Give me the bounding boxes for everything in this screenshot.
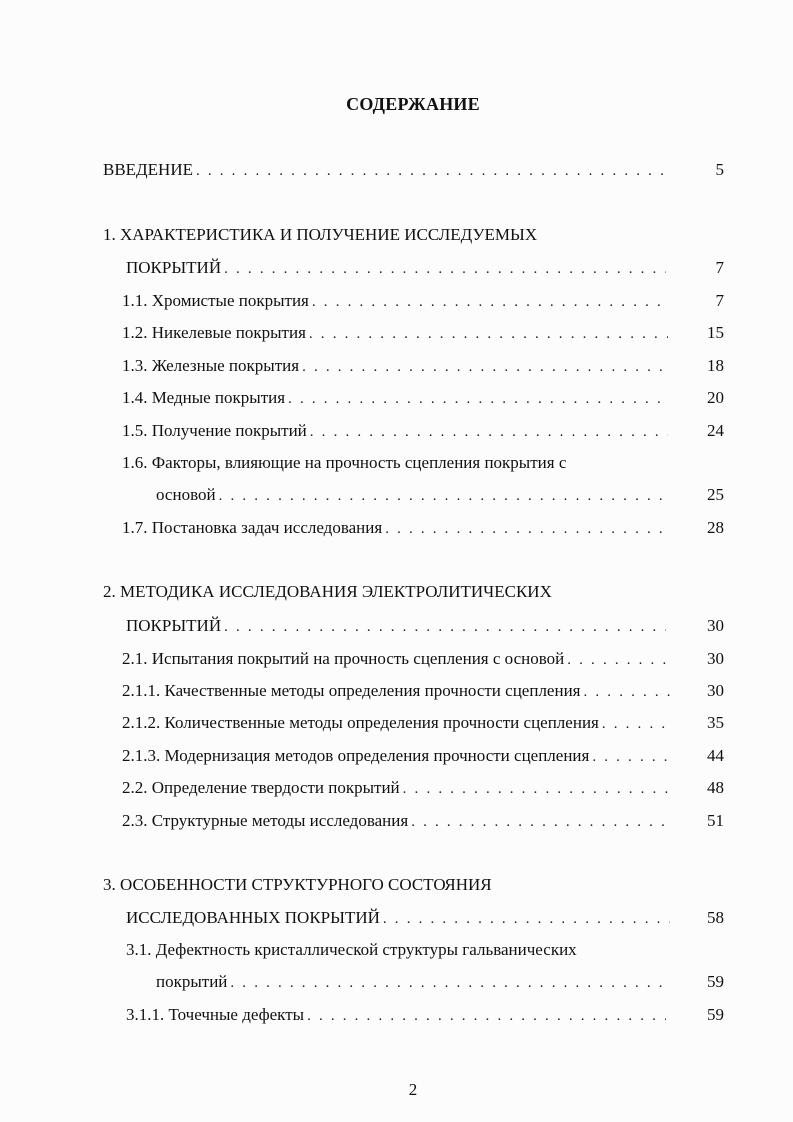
toc-entry-label: основой [156,485,216,504]
dot-leader [592,745,674,769]
dot-leader [385,517,668,541]
toc-page-number: 7 [715,258,724,277]
toc-entry-label: ИССЛЕДОВАННЫХ ПОКРЫТИЙ [126,908,380,927]
dot-leader [602,712,674,736]
toc-entry [122,386,670,410]
toc-entry-label: ВВЕДЕНИЕ [103,160,193,179]
toc-entry [122,289,670,313]
toc-entry [122,321,668,345]
page-title: СОДЕРЖАНИЕ [346,94,480,114]
toc-entry [126,614,666,638]
toc-entry-label: 2.1.3. Модернизация методов определения прочности сцепления [122,746,590,765]
toc-entry [122,647,672,671]
toc-entry [122,516,668,540]
toc-page-number: 59 [707,972,724,991]
toc-entry-label: 2.3. Структурные методы исследования [122,811,409,830]
toc-page-number: 51 [707,811,724,830]
dot-leader [288,387,670,411]
toc-entry [126,1003,666,1027]
toc-page-number: 58 [707,908,724,927]
toc-entry-label: 1.5. Получение покрытий [122,421,307,440]
toc-page-number: 24 [707,421,724,440]
dot-leader [230,971,670,995]
toc-page-number: 15 [707,323,724,342]
toc-section-heading: 2. МЕТОДИКА ИССЛЕДОВАНИЯ ЭЛЕКТРОЛИТИЧЕСКИХ [103,582,552,601]
toc-entry-label: 1.7. Постановка задач исследования [122,518,383,537]
toc-entry-label: 3.1.1. Точечные дефекты [126,1005,305,1024]
toc-entry [122,744,674,768]
toc-entry [122,679,674,703]
toc-section-heading: 1. ХАРАКТЕРИСТИКА И ПОЛУЧЕНИЕ ИССЛЕДУЕМЫХ [103,225,538,244]
toc-page-number: 20 [707,388,724,407]
dot-leader [383,907,670,931]
toc-entry-label: ПОКРЫТИЙ [126,616,222,635]
dot-leader [307,1004,666,1028]
toc-entry [126,256,666,280]
toc-page-number: 25 [707,485,724,504]
toc-entry-label: ПОКРЫТИЙ [126,258,222,277]
dot-leader [302,355,668,379]
toc-entry-label: 1.1. Хромистые покрытия [122,291,309,310]
toc-entry [156,483,668,507]
toc-page-number: 35 [707,713,724,732]
toc-entry-heading-line: 1.6. Факторы, влияющие на прочность сцепления покрытия с [122,453,567,472]
dot-leader [219,484,668,508]
toc-entry [103,158,668,182]
dot-leader [310,420,668,444]
toc-entry-label: 2.1.2. Количественные методы определения прочности сцепления [122,713,599,732]
toc-entry-label: 1.2. Никелевые покрытия [122,323,306,342]
toc-page-number: 7 [715,291,724,310]
toc-entry-label: 2.2. Определение твердости покрытий [122,778,400,797]
toc-section-heading: 3. ОСОБЕННОСТИ СТРУКТУРНОГО СОСТОЯНИЯ [103,875,492,894]
toc-entry [156,970,670,994]
toc-page-number: 28 [707,518,724,537]
toc-entry-label: 2.1. Испытания покрытий на прочность сцепления с основой [122,649,565,668]
toc-entry-label: покрытий [156,972,228,991]
toc-entry [122,809,670,833]
toc-entry-label: 1.4. Медные покрытия [122,388,286,407]
toc-entry-label: 1.3. Железные покрытия [122,356,300,375]
dot-leader [309,322,668,346]
toc-entry-label: 2.1.1. Качественные методы определения прочности сцепления [122,681,581,700]
toc-page-number: 48 [707,778,724,797]
dot-leader [196,159,668,183]
dot-leader [584,680,675,704]
toc-page-number: 30 [707,681,724,700]
toc-page-number: 44 [707,746,724,765]
footer-page-number: 2 [408,1080,418,1099]
toc-page-number: 5 [715,160,724,179]
dot-leader [224,615,666,639]
dot-leader [403,777,668,801]
toc-page-number: 18 [707,356,724,375]
dot-leader [567,648,672,672]
toc-page-number: 59 [707,1005,724,1024]
toc-page-number: 30 [707,649,724,668]
toc-entry [122,711,674,735]
toc-entry-heading-line: 3.1. Дефектность кристаллической структуры гальванических [126,940,577,959]
dot-leader [224,257,666,281]
dot-leader [312,290,670,314]
toc-entry [122,419,668,443]
toc-entry [126,906,670,930]
toc-entry [122,776,668,800]
toc-page-number: 30 [707,616,724,635]
toc-entry [122,354,668,378]
dot-leader [411,810,670,834]
